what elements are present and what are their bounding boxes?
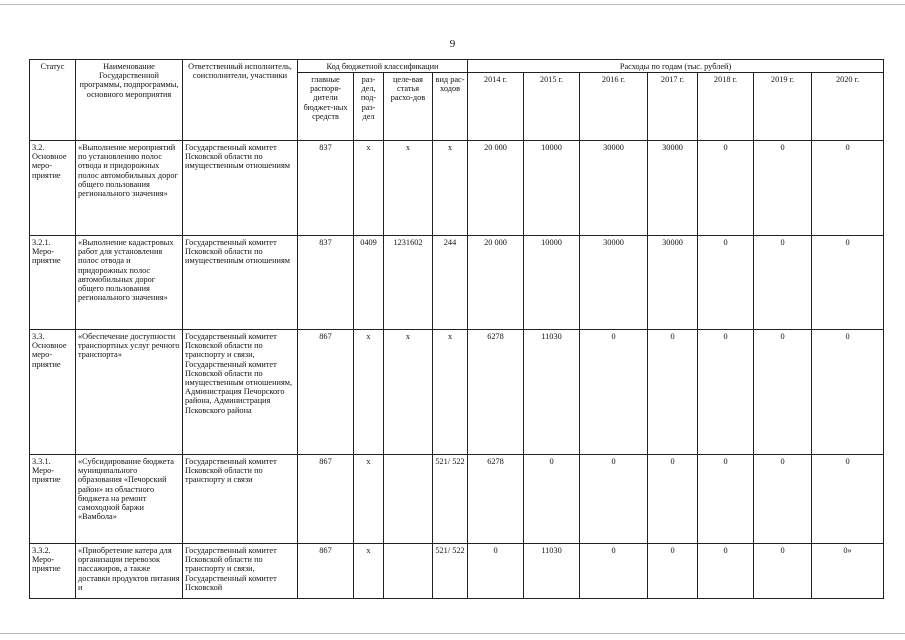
row-value-2014: 20 000	[468, 236, 524, 330]
row-code-section: x	[354, 330, 384, 455]
budget-table	[29, 59, 884, 599]
row-value-2016: 0	[580, 544, 648, 599]
row-value-2019: 0	[754, 236, 812, 330]
row-value-2019: 0	[754, 141, 812, 236]
row-status: 3.2.1. Меро-приятие	[30, 236, 76, 330]
row-code-chief: 837	[298, 236, 354, 330]
row-value-2014: 0	[468, 544, 524, 599]
row-value-2020: 0	[812, 141, 884, 236]
scan-edge-top	[0, 4, 905, 5]
row-code-target: x	[384, 141, 433, 236]
row-code-chief: 867	[298, 455, 354, 544]
row-value-2018: 0	[698, 141, 754, 236]
header-year-2019: 2019 г.	[754, 73, 812, 141]
row-value-2020: 0»	[812, 544, 884, 599]
row-value-2016: 0	[580, 455, 648, 544]
row-value-2020: 0	[812, 236, 884, 330]
header-code-group: Код бюджетной классификации	[298, 60, 468, 73]
row-code-type: 244	[433, 236, 468, 330]
row-code-target: x	[384, 330, 433, 455]
row-value-2017: 30000	[648, 141, 698, 236]
row-code-type: 521/ 522	[433, 544, 468, 599]
header-year-2017: 2017 г.	[648, 73, 698, 141]
table-row	[30, 236, 884, 330]
row-value-2015: 11030	[524, 544, 580, 599]
row-value-2019: 0	[754, 544, 812, 599]
table-row	[30, 141, 884, 236]
row-value-2015: 10000	[524, 236, 580, 330]
row-status: 3.3. Основное меро-приятие	[30, 330, 76, 455]
table-row	[30, 330, 884, 455]
row-value-2020: 0	[812, 330, 884, 455]
row-value-2015: 0	[524, 455, 580, 544]
table-row	[30, 455, 884, 544]
row-executor: Государственный комитет Псковской области по транспорту и связи, Государственный комитет Псковской	[183, 544, 298, 599]
row-value-2015: 11030	[524, 330, 580, 455]
row-code-target: 1231602	[384, 236, 433, 330]
table-row	[30, 544, 884, 599]
header-code-section: раз-дел, под-раз-дел	[354, 73, 384, 141]
row-code-type: 521/ 522	[433, 455, 468, 544]
row-status: 3.2. Основное меро-приятие	[30, 141, 76, 236]
row-name: «Выполнение кадастровых работ для установления полос отвода и придорожных полос автомобильных дорог общего пользования регионального значения»	[76, 236, 183, 330]
row-value-2018: 0	[698, 544, 754, 599]
header-status: Статус	[30, 60, 76, 141]
row-code-chief: 837	[298, 141, 354, 236]
row-code-section: 0409	[354, 236, 384, 330]
row-status: 3.3.1. Меро-приятие	[30, 455, 76, 544]
header-year-2016: 2016 г.	[580, 73, 648, 141]
header-name: Наименование Государственной программы, подпрограммы, основного мероприятия	[76, 60, 183, 141]
header-code-type: вид рас-ходов	[433, 73, 468, 141]
header-year-2014: 2014 г.	[468, 73, 524, 141]
row-executor: Государственный комитет Псковской области по имущественным отношениям	[183, 141, 298, 236]
row-code-section: x	[354, 544, 384, 599]
row-code-target	[384, 455, 433, 544]
row-code-type: x	[433, 141, 468, 236]
row-value-2014: 6278	[468, 330, 524, 455]
row-name: «Выполнение мероприятий по установлению полос отвода и придорожных полос автомобильных дорог общего пользования регионального значения»	[76, 141, 183, 236]
row-code-section: x	[354, 455, 384, 544]
row-name: «Приобретение катера для организации перевозок пассажиров, а также доставки продуктов питания и	[76, 544, 183, 599]
row-value-2018: 0	[698, 236, 754, 330]
scan-edge-bottom	[0, 633, 905, 634]
header-year-2015: 2015 г.	[524, 73, 580, 141]
row-executor: Государственный комитет Псковской области по имущественным отношениям	[183, 236, 298, 330]
row-executor: Государственный комитет Псковской области по транспорту и связи, Государственный комитет Псковской области по имущественным отношениям, Администрация Печорского района, Администрация Псковского района	[183, 330, 298, 455]
row-value-2014: 20 000	[468, 141, 524, 236]
row-value-2019: 0	[754, 455, 812, 544]
row-value-2015: 10000	[524, 141, 580, 236]
row-value-2020: 0	[812, 455, 884, 544]
row-code-target	[384, 544, 433, 599]
row-value-2019: 0	[754, 330, 812, 455]
row-name: «Субсидирование бюджета муниципального образования «Печорский район» из областного бюджета на ремонт самоходной баржи «Вамбола»	[76, 455, 183, 544]
row-value-2017: 0	[648, 544, 698, 599]
row-code-chief: 867	[298, 330, 354, 455]
row-status: 3.3.2. Меро-приятие	[30, 544, 76, 599]
row-code-section: x	[354, 141, 384, 236]
row-value-2018: 0	[698, 455, 754, 544]
row-value-2017: 30000	[648, 236, 698, 330]
header-executor: Ответственный исполнитель, соисполнители, участники	[183, 60, 298, 141]
row-code-type: x	[433, 330, 468, 455]
header-year-2018: 2018 г.	[698, 73, 754, 141]
row-value-2016: 0	[580, 330, 648, 455]
header-expenses-group: Расходы по годам (тыс. рублей)	[468, 60, 884, 73]
row-name: «Обеспечение доступности транспортных услуг речного транспорта»	[76, 330, 183, 455]
header-code-chief: главные распоря-дители бюджет-ных средств	[298, 73, 354, 141]
row-code-chief: 867	[298, 544, 354, 599]
row-value-2017: 0	[648, 330, 698, 455]
header-year-2020: 2020 г.	[812, 73, 884, 141]
row-value-2018: 0	[698, 330, 754, 455]
header-code-target: целе-вая статья расхо-дов	[384, 73, 433, 141]
page-number: 9	[449, 38, 456, 50]
row-value-2016: 30000	[580, 141, 648, 236]
row-value-2017: 0	[648, 455, 698, 544]
row-value-2016: 30000	[580, 236, 648, 330]
row-value-2014: 6278	[468, 455, 524, 544]
row-executor: Государственный комитет Псковской области по транспорту и связи	[183, 455, 298, 544]
